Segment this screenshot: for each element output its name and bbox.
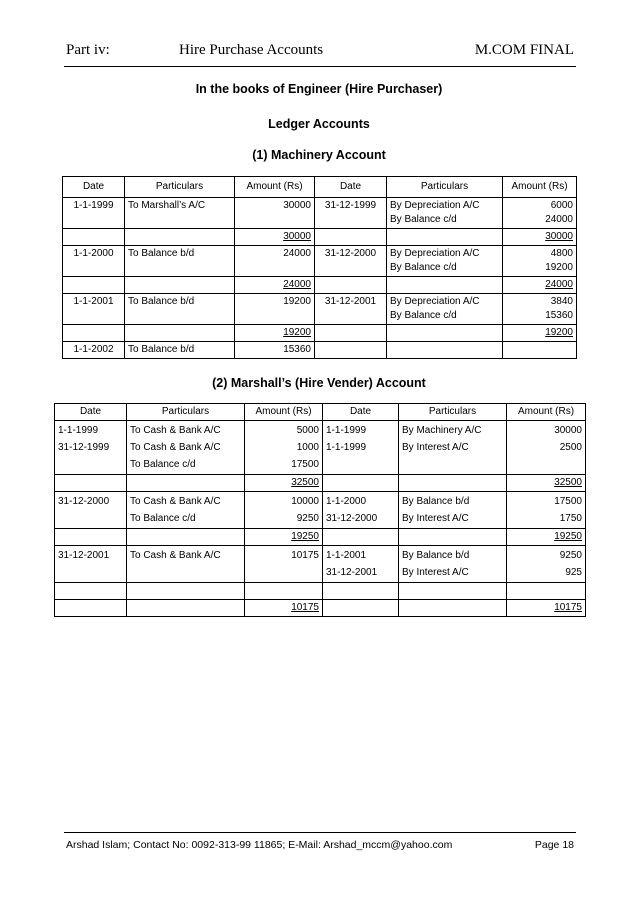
date-cell: 1-1-1999 <box>63 198 125 229</box>
particulars-cell: To Balance b/d <box>125 246 235 277</box>
date-cell: 1-1-1999 31-12-1999 <box>55 421 127 475</box>
particulars-cell: To Cash & Bank A/C To Balance c/d <box>127 492 245 529</box>
table-row <box>55 492 586 529</box>
col-date: Date <box>323 404 399 421</box>
ledger-heading: Ledger Accounts <box>268 117 370 131</box>
total-cell: 19200 <box>283 327 311 338</box>
table-header-row <box>63 177 577 198</box>
col-particulars: Particulars <box>387 177 503 198</box>
date-cell: 1-1-2000 31-12-2000 <box>323 492 399 529</box>
machinery-heading: (1) Machinery Account <box>252 148 386 162</box>
particulars-cell: To Cash & Bank A/C <box>127 546 245 583</box>
particulars-cell: By Depreciation A/C By Balance c/d <box>387 294 503 325</box>
table-row <box>55 546 586 583</box>
particulars-cell: To Cash & Bank A/C To Cash & Bank A/C To Balance c/d <box>127 421 245 475</box>
total-row <box>55 475 586 492</box>
date-cell: 31-12-1999 <box>315 198 387 229</box>
table-row <box>63 246 577 277</box>
col-date: Date <box>63 177 125 198</box>
footer-contact: Arshad Islam; Contact No: 0092-313-99 11865; E-Mail: Arshad_mccm@yahoo.com <box>66 839 453 851</box>
marshall-heading: (2) Marshall’s (Hire Vender) Account <box>212 376 426 390</box>
amount-cell: 10175 <box>245 546 323 583</box>
amount-cell: 19200 <box>235 294 315 325</box>
col-particulars: Particulars <box>127 404 245 421</box>
total-cell: 19250 <box>554 531 582 542</box>
col-particulars: Particulars <box>125 177 235 198</box>
date-cell: 1-1-2001 <box>63 294 125 325</box>
total-cell: 30000 <box>283 231 311 242</box>
book-heading: In the books of Engineer (Hire Purchaser) <box>195 82 443 96</box>
page-header <box>64 40 576 67</box>
amount-cell: 30000 <box>235 198 315 229</box>
total-row <box>63 229 577 246</box>
col-amount: Amount (Rs) <box>245 404 323 421</box>
total-row <box>55 529 586 546</box>
table-row <box>63 294 577 325</box>
amount-cell: 15360 <box>235 342 315 359</box>
total-row <box>63 277 577 294</box>
particulars-cell: By Depreciation A/C By Balance c/d <box>387 246 503 277</box>
total-cell: 30000 <box>545 231 573 242</box>
date-cell: 1-1-2001 31-12-2001 <box>323 546 399 583</box>
particulars-cell: By Machinery A/C By Interest A/C <box>399 421 507 475</box>
header-title: Hire Purchase Accounts <box>179 42 324 58</box>
marshall-account-table <box>54 403 586 617</box>
col-date: Date <box>55 404 127 421</box>
particulars-cell: By Balance b/d By Interest A/C <box>399 546 507 583</box>
page-number: Page 18 <box>534 839 574 851</box>
date-cell: 31-12-2000 <box>55 492 127 529</box>
col-amount: Amount (Rs) <box>235 177 315 198</box>
amount-cell: 3840 15360 <box>503 294 577 325</box>
total-cell: 19200 <box>545 327 573 338</box>
table-header-row <box>55 404 586 421</box>
amount-cell: 24000 <box>235 246 315 277</box>
col-particulars: Particulars <box>399 404 507 421</box>
header-course: M.COM FINAL <box>474 42 574 58</box>
total-cell: 32500 <box>291 477 319 488</box>
col-amount: Amount (Rs) <box>507 404 586 421</box>
date-cell: 31-12-2001 <box>55 546 127 583</box>
particulars-cell: To Marshall’s A/C <box>125 198 235 229</box>
date-cell: 1-1-2002 <box>63 342 125 359</box>
amount-cell: 10000 9250 <box>245 492 323 529</box>
page-footer <box>64 832 576 851</box>
total-cell: 10175 <box>291 602 319 613</box>
amount-cell: 17500 1750 <box>507 492 586 529</box>
date-cell: 31-12-2001 <box>315 294 387 325</box>
total-cell: 24000 <box>545 279 573 290</box>
particulars-cell: By Balance b/d By Interest A/C <box>399 492 507 529</box>
amount-cell: 4800 19200 <box>503 246 577 277</box>
particulars-cell: To Balance b/d <box>125 342 235 359</box>
col-amount: Amount (Rs) <box>503 177 577 198</box>
total-row <box>63 325 577 342</box>
amount-cell: 9250 925 <box>507 546 586 583</box>
total-row <box>55 600 586 617</box>
header-part: Part iv: <box>66 42 110 58</box>
table-row <box>63 342 577 359</box>
machinery-account-table <box>62 176 577 359</box>
spacer-row <box>55 583 586 600</box>
col-date: Date <box>315 177 387 198</box>
particulars-cell: By Depreciation A/C By Balance c/d <box>387 198 503 229</box>
date-cell: 1-1-1999 1-1-1999 <box>323 421 399 475</box>
date-cell: 31-12-2000 <box>315 246 387 277</box>
date-cell: 1-1-2000 <box>63 246 125 277</box>
amount-cell: 6000 24000 <box>503 198 577 229</box>
total-cell: 24000 <box>283 279 311 290</box>
table-row <box>63 198 577 229</box>
total-cell: 32500 <box>554 477 582 488</box>
table-row <box>55 421 586 475</box>
total-cell: 19250 <box>291 531 319 542</box>
particulars-cell: To Balance b/d <box>125 294 235 325</box>
amount-cell: 30000 2500 <box>507 421 586 475</box>
amount-cell: 5000 1000 17500 <box>245 421 323 475</box>
total-cell: 10175 <box>554 602 582 613</box>
